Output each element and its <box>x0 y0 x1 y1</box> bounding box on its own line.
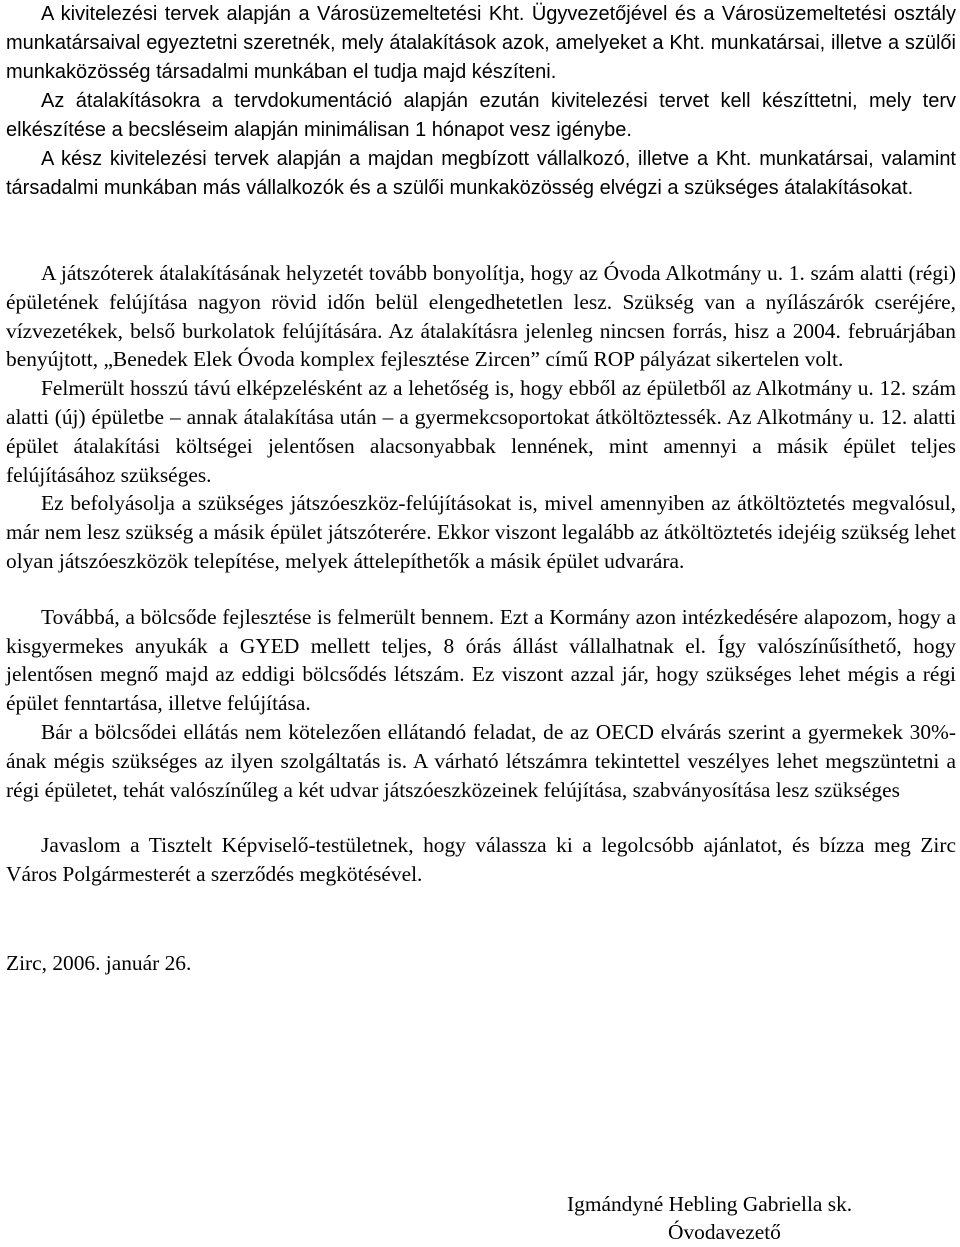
playground-paragraph-1: A játszóterek átalakításának helyzetét tovább bonyolítja, hogy az Óvoda Alkotmány u. 1. szám alatti (régi) épületének felújítása nagyon rövid időn belül elengedhetetlen lesz. Szükség van a nyílászárók cseréjére, vízvezetékek, belső burkolatok felújítására. Az átalakításra jelenleg nincsen forrás, hisz a 2004. februárjában benyújtott, „Benedek Elek Óvoda komplex fejlesztése Zircen” című ROP pályázat sikertelen volt. <box>6 261 956 372</box>
date-line: Zirc, 2006. január 26. <box>6 950 192 975</box>
playground-paragraph-3: Ez befolyásolja a szükséges játszóeszköz-felújításokat is, mivel amennyiben az átköltöztetés megvalósul, már nem lesz szükség a másik épület játszóterére. Ekkor viszont legalább az átköltöztetés idejéig szükség lehet olyan játszóeszközök telepítése, melyek áttelepíthetők a másik épület udvarára. <box>6 491 956 573</box>
nursery-paragraph-2: Bár a bölcsődei ellátás nem kötelezően ellátandó feladat, de az OECD elvárás szerint a gyermekek 30%-ának mégis szükséges az ilyen szolgáltatás is. A várható létszámra tekintettel veszélyes lehet megszüntetni a régi épületet, tehát valószínűleg a két udvar játszóeszközeinek felújítása, szabványosítása lesz szükséges <box>6 719 956 802</box>
intro-paragraph-3: A kész kivitelezési tervek alapján a majdan megbízott vállalkozó, illetve a Kht. munkatársai, valamint társadalmi munkában más vállalkozók és a szülői munkaközösség elvégzi a szükséges átalakításokat. <box>6 148 956 199</box>
proposal-section <box>6 831 956 889</box>
intro-paragraph-2: Az átalakításokra a tervdokumentáció alapján ezután kivitelezési tervet kell készíttetni, mely terv elkészítése a becsléseim alapján minimálisan 1 hónapot vesz igénybe. <box>6 90 956 141</box>
intro-paragraph-1: A kivitelezési tervek alapján a Városüzemeltetési Kht. Ügyvezetőjével és a Városüzemeltetési osztály munkatársaival egyeztetni szeretnék, mely átalakítások azok, amelyeket a Kht. munkatársai, illetve a szülői munkaközösség társadalmi munkában el tudja majd készíteni. <box>6 3 956 83</box>
playground-paragraph-2: Felmerült hosszú távú elképzelésként az a lehetőség is, hogy ebből az épületből az Alkotmány u. 12. szám alatti (új) épületbe – annak átalakítása után – a gyermekcsoportokat átköltöztessék. Az Alkotmány u. 12. alatti épület átalakítási költségei jelentősen alacsonyabbak lennének, mint amennyi a másik épület teljes felújításához szükséges. <box>6 376 956 487</box>
nursery-section <box>6 603 956 805</box>
proposal-paragraph: Javaslom a Tisztelt Képviselő-testületnek, hogy válassza ki a legolcsóbb ajánlatot, és bízza meg Zirc Város Polgármesterét a szerződés megkötésével. <box>6 833 956 887</box>
playground-section <box>6 259 956 576</box>
document-page <box>6 0 956 978</box>
nursery-paragraph-1: Továbbá, a bölcsőde fejlesztése is felmerült bennem. Ezt a Kormány azon intézkedésére alapozom, hogy a kisgyermekes anyukák a GYED mellett teljes, 8 órás állást vállalhatnak el. Így valószínűsíthető, hogy jelentősen megnő majd az eddigi bölcsődés létszám. Ez viszont azzal jár, hogy szükséges lehet mégis a régi épület fenntartása, illetve felújítása. <box>6 604 956 716</box>
document-date <box>6 949 956 978</box>
signatory-title: Óvodavezető <box>668 1220 781 1244</box>
intro-section <box>6 0 956 203</box>
signatory-name: Igmándyné Hebling Gabriella sk. <box>567 1192 853 1216</box>
signature-block <box>0 1190 950 1245</box>
